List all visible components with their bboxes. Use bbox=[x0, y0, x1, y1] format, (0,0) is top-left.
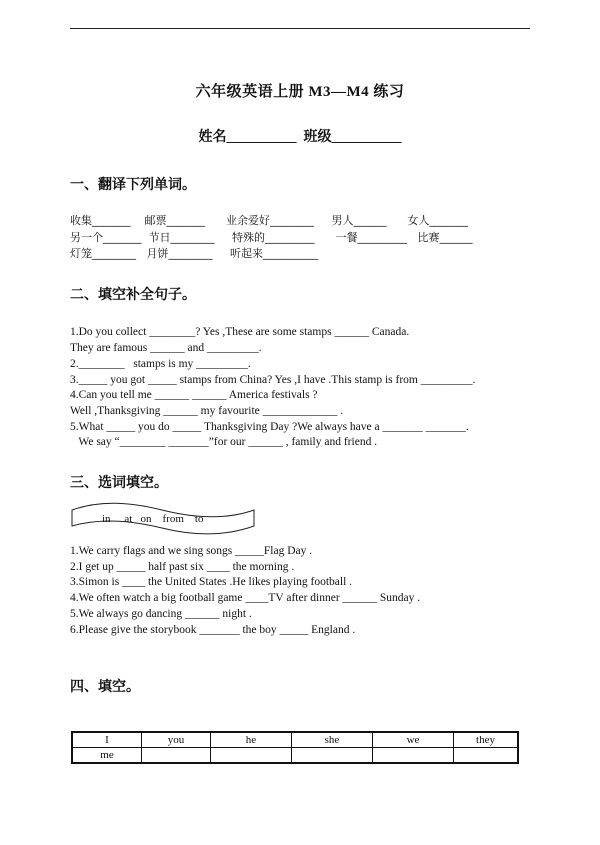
section3-heading: 三、选词填空。 bbox=[70, 476, 168, 491]
sentence-line[interactable]: 4.We often watch a big football game ____TV after dinner ______ Sunday . bbox=[70, 592, 421, 604]
sentence-line[interactable]: 2.I get up _____ half past six ____ the morning . bbox=[70, 561, 295, 573]
table-cell: he bbox=[211, 732, 292, 748]
vocab-row-1[interactable]: 收集_______ 邮票_______ 业余爱好________ 男人______ 女人_______ bbox=[70, 214, 468, 227]
table-cell: we bbox=[373, 732, 454, 748]
pronoun-table bbox=[71, 731, 519, 764]
sentence-line[interactable]: 5.What _____ you do _____ Thanksgiving Day ?We always have a _______ _______. bbox=[70, 421, 469, 433]
section1-heading: 一、翻译下列单词。 bbox=[70, 178, 196, 193]
name-field[interactable]: 姓名__________ bbox=[198, 130, 297, 145]
section4-heading: 四、填空。 bbox=[70, 680, 140, 695]
table-row bbox=[72, 732, 518, 748]
sentence-line[interactable]: 2.________ stamps is my _________. bbox=[70, 358, 251, 370]
vocab-row-3[interactable]: 灯笼________ 月饼________ 听起来__________ bbox=[70, 247, 318, 260]
table-cell-blank[interactable] bbox=[292, 748, 373, 764]
section2-heading: 二、填空补全句子。 bbox=[70, 288, 196, 303]
sentence-line[interactable]: 1.We carry flags and we sing songs _____Flag Day . bbox=[70, 545, 313, 557]
table-cell: she bbox=[292, 732, 373, 748]
sentence-line[interactable]: 3.Simon is ____ the United States .He likes playing football . bbox=[70, 576, 353, 588]
word-bank bbox=[102, 513, 203, 525]
page-title: 六年级英语上册 M3—M4 练习 bbox=[195, 84, 405, 100]
word-bank-item: in bbox=[102, 513, 111, 525]
table-cell: me bbox=[72, 748, 142, 764]
sentence-line[interactable]: We say “________ _______”for our ______ , family and friend . bbox=[70, 436, 378, 448]
sentence-line[interactable]: 1.Do you collect ________? Yes ,These are some stamps ______ Canada. bbox=[70, 326, 410, 338]
table-cell: I bbox=[72, 732, 142, 748]
table-cell-blank[interactable] bbox=[211, 748, 292, 764]
table-cell-blank[interactable] bbox=[373, 748, 454, 764]
table-cell-blank[interactable] bbox=[454, 748, 519, 764]
top-rule bbox=[70, 28, 530, 29]
table-cell: you bbox=[142, 732, 211, 748]
sentence-line[interactable]: 4.Can you tell me ______ ______ America festivals ? bbox=[70, 389, 318, 401]
sentence-line[interactable]: 3._____ you got _____ stamps from China? Yes ,I have .This stamp is from _________. bbox=[70, 374, 476, 386]
table-row bbox=[72, 748, 518, 764]
sentence-line[interactable]: 6.Please give the storybook _______ the boy _____ England . bbox=[70, 624, 356, 636]
class-field[interactable]: 班级__________ bbox=[303, 130, 402, 145]
word-bank-item: from bbox=[162, 513, 184, 525]
word-bank-item: at bbox=[124, 513, 133, 525]
sentence-line[interactable]: Well ,Thanksgiving ______ my favourite _____________ . bbox=[70, 405, 344, 417]
word-bank-item: on bbox=[140, 513, 152, 525]
name-class-row bbox=[0, 126, 600, 146]
word-bank-item: to bbox=[194, 513, 204, 525]
sentence-line[interactable]: They are famous ______ and _________. bbox=[70, 342, 262, 354]
sentence-line[interactable]: 5.We always go dancing ______ night . bbox=[70, 608, 252, 620]
table-cell-blank[interactable] bbox=[142, 748, 211, 764]
vocab-row-2[interactable]: 另一个_______ 节日________ 特殊的_________ 一餐_________ 比赛______ bbox=[70, 231, 473, 244]
table-cell: they bbox=[454, 732, 519, 748]
